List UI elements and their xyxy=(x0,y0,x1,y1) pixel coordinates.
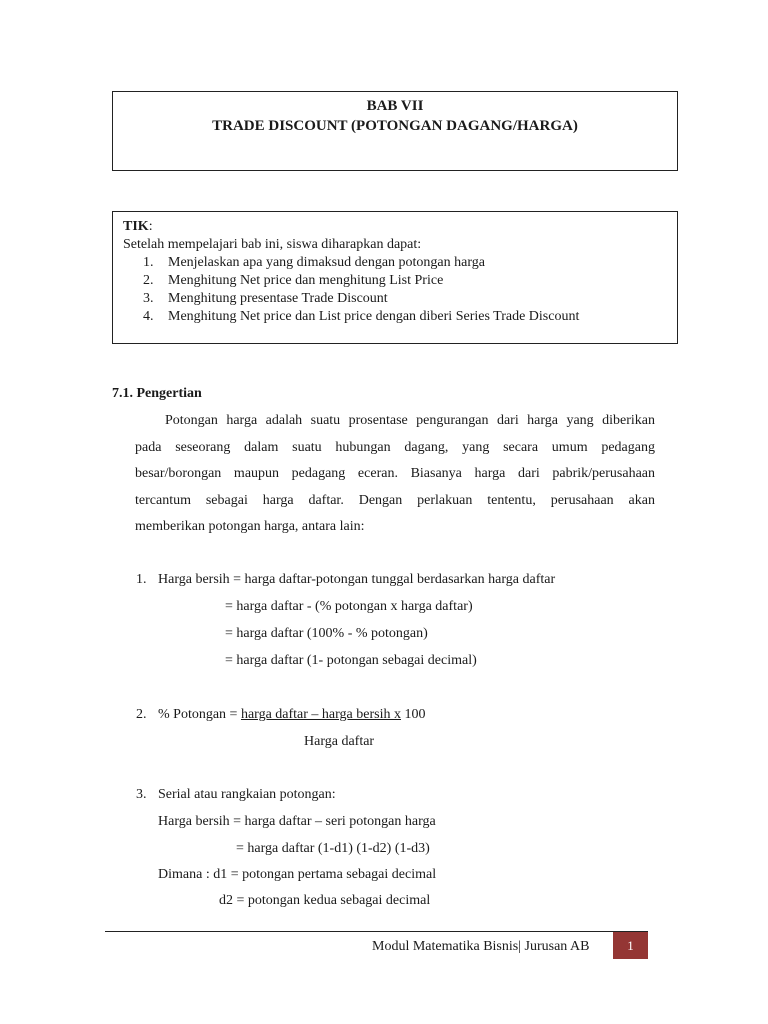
formula-3-line-3: = harga daftar (1-d1) (1-d2) (1-d3) xyxy=(236,841,430,856)
footer-divider xyxy=(105,931,648,932)
paragraph-line: memberikan potongan harga, antara lain: xyxy=(135,519,365,535)
formula-1-line-1: Harga bersih = harga daftar-potongan tunggal berdasarkan harga daftar xyxy=(158,572,556,587)
formula-3-line-5: d2 = potongan kedua sebagai decimal xyxy=(219,893,431,908)
page-number-badge: 1 xyxy=(613,932,648,959)
tik-label: TIK: xyxy=(123,219,153,234)
formula-2-denominator: Harga daftar xyxy=(304,734,375,749)
paragraph-line: pada seseorang dalam suatu hubungan dagang, yang secara umum pedagang xyxy=(135,439,655,455)
footer-title: Modul Matematika Bisnis| Jurusan AB xyxy=(372,939,590,954)
learning-objectives-box: TIK: Setelah mempelajari bab ini, siswa diharapkan dapat: 1. Menjelaskan apa yang dimaksud dengan potongan harga 2. Menghitung Net price dan menghitung List Price 3. Menghitung presentase Trade Discount 4. Menghitung Net price dan List price dengan diberi Series Trade Discount xyxy=(112,211,678,344)
formula-3-number: 3. xyxy=(136,787,147,802)
formula-2-number: 2. xyxy=(136,707,147,722)
paragraph-line: besar/borongan maupun pedagang eceran. Biasanya harga dari pabrik/perusahaan xyxy=(135,466,655,482)
formula-1-line-2: = harga daftar - (% potongan x harga daftar) xyxy=(225,599,473,614)
formula-2-numerator: harga daftar – harga bersih x xyxy=(240,707,401,722)
tik-intro: Setelah mempelajari bab ini, siswa diharapkan dapat: xyxy=(123,237,422,252)
formula-3-line-1: Serial atau rangkaian potongan: xyxy=(158,787,336,802)
chapter-number: BAB VII xyxy=(366,98,424,114)
formula-2-expression: % Potongan = harga daftar – harga bersih x 100 xyxy=(158,707,426,722)
formula-1-line-4: = harga daftar (1- potongan sebagai decimal) xyxy=(225,653,477,668)
section-heading: 7.1. Pengertian xyxy=(112,386,202,401)
formula-3-line-4: Dimana : d1 = potongan pertama sebagai decimal xyxy=(158,867,437,882)
paragraph-line: tercantum sebagai harga daftar. Dengan perlakuan tententu, perusahaan akan xyxy=(135,492,655,508)
formula-1-line-3: = harga daftar (100% - % potongan) xyxy=(225,626,428,641)
definition-paragraph xyxy=(135,408,655,541)
paragraph-line: Potongan harga adalah suatu prosentase pengurangan dari harga yang diberikan xyxy=(165,413,655,428)
chapter-title-box xyxy=(112,91,678,171)
chapter-title: TRADE DISCOUNT (POTONGAN DAGANG/HARGA) xyxy=(212,118,578,134)
formula-1-number: 1. xyxy=(136,572,147,587)
formula-3-line-2: Harga bersih = harga daftar – seri potongan harga xyxy=(158,814,436,829)
